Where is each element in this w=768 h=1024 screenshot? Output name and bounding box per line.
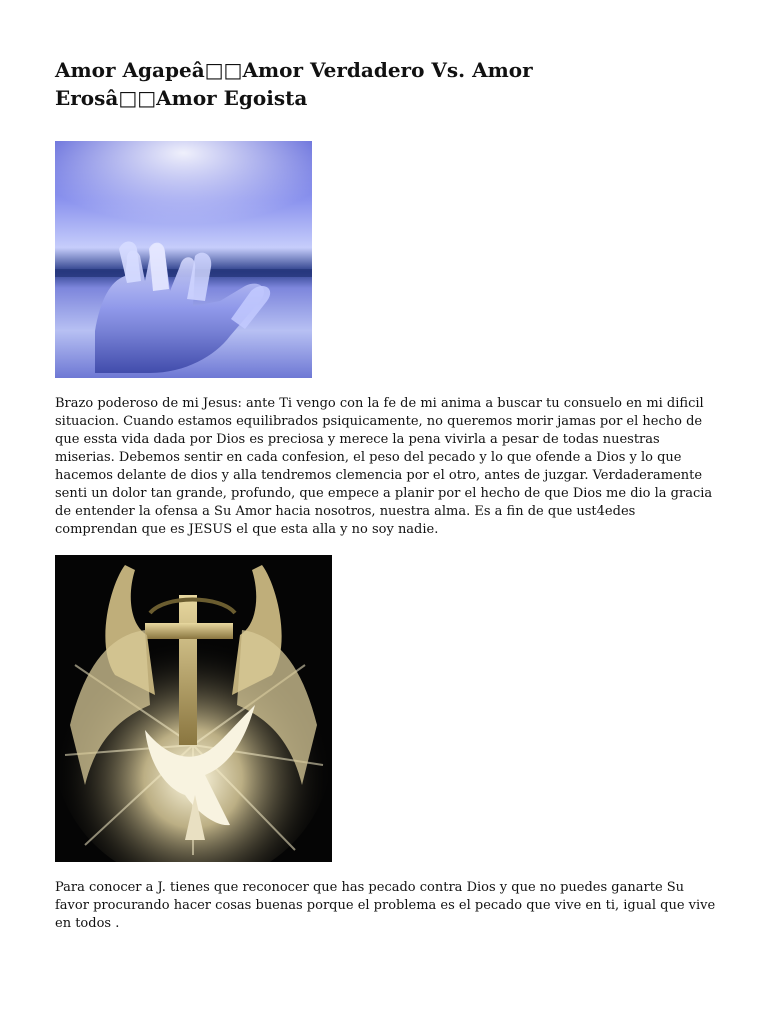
open-hand-image (55, 141, 312, 378)
body-paragraph-1: Brazo poderoso de mi Jesus: ante Ti vengo con la fe de mi anima a buscar tu consuelo en mi dificil situacion. Cuando estamos equilibrados psiquicamente, no queremos morir jamas por el hecho de que essta vida dada por Dios es preciosa y merece la pena vivirla a pesar de todas nuestras miserias. Debemos sentir en cada confesion, el peso del pecado y lo que ofende a Dios y lo que hacemos delante de dios y alla tendremos clemencia por el otro, antes de juzgar. Verdaderamente senti un dolor tan grande, profundo, que empece a planir por el hecho de que Dios me dio la gracia de entender la ofensa a Su Amor hacia nosotros, nuestra alma. Es a fin de que ust4edes comprendan que es JESUS el que esta alla y no soy nadie. (55, 396, 713, 537)
cross-dove-illustration (55, 555, 332, 862)
body-paragraph-2: Para conocer a J. tienes que reconocer que has pecado contra Dios y que no puedes ganarte Su favor procurando hacer cosas buenas porque el problema es el pecado que vive en ti, igual que vive en todos . (55, 880, 716, 931)
page-title: Amor Agapeâ□□Amor Verdadero Vs. Amor Erosâ□□Amor Egoista (55, 58, 533, 110)
cross-dove-image (55, 555, 332, 862)
hand-illustration (55, 141, 312, 378)
